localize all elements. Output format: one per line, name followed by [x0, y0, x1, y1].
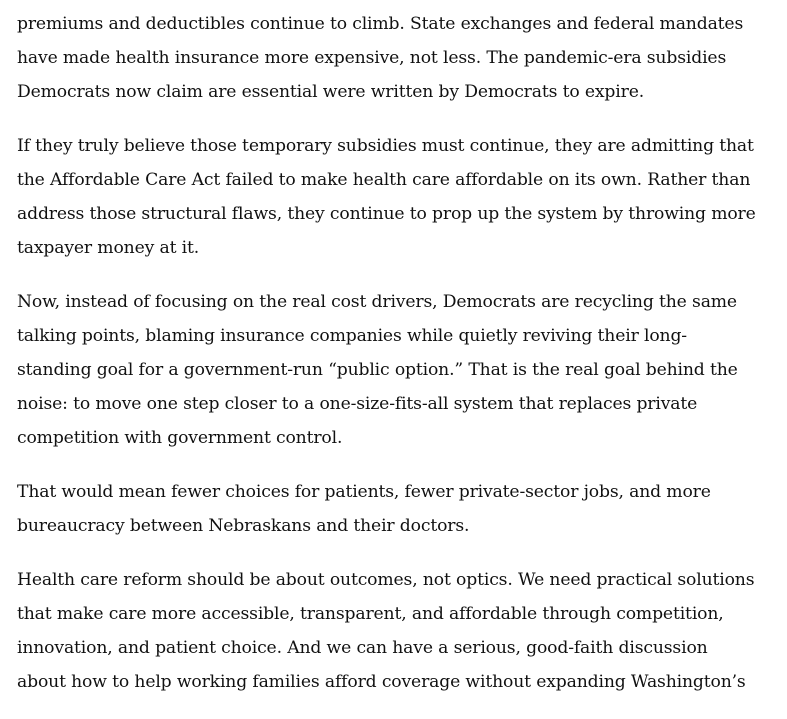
text-line: talking points, blaming insurance companies while quietly reviving their long-: [17, 326, 687, 346]
article-body: [17, 7, 779, 719]
text-line: premiums and deductibles continue to climb. State exchanges and federal mandates: [17, 14, 744, 34]
text-line: taxpayer money at it.: [17, 238, 200, 258]
text-line: bureaucracy between Nebraskans and their doctors.: [17, 516, 470, 536]
paragraph-5: [17, 563, 779, 699]
text-line: If they truly believe those temporary subsidies must continue, they are admitting that: [17, 136, 754, 156]
text-line: about how to help working families afford coverage without expanding Washington’s: [17, 672, 746, 692]
paragraph-2: [17, 129, 779, 265]
text-line: address those structural flaws, they continue to prop up the system by throwing more: [17, 204, 756, 224]
text-line: competition with government control.: [17, 428, 343, 448]
text-line: have made health insurance more expensive, not less. The pandemic-era subsidies: [17, 48, 727, 68]
text-line: innovation, and patient choice. And we can have a serious, good-faith discussion: [17, 638, 708, 658]
text-line: That would mean fewer choices for patients, fewer private-sector jobs, and more: [17, 482, 711, 502]
text-line: Now, instead of focusing on the real cost drivers, Democrats are recycling the same: [17, 292, 737, 312]
paragraph-1: [17, 7, 779, 109]
text-line: Health care reform should be about outcomes, not optics. We need practical solutions: [17, 570, 755, 590]
text-line: Democrats now claim are essential were written by Democrats to expire.: [17, 82, 645, 102]
text-line: standing goal for a government-run “public option.” That is the real goal behind the: [17, 360, 738, 380]
paragraph-4: [17, 475, 779, 543]
paragraph-3: [17, 285, 779, 455]
text-line: the Affordable Care Act failed to make health care affordable on its own. Rather than: [17, 170, 751, 190]
text-line: that make care more accessible, transparent, and affordable through competition,: [17, 604, 724, 624]
text-line: noise: to move one step closer to a one-size-fits-all system that replaces private: [17, 394, 698, 414]
